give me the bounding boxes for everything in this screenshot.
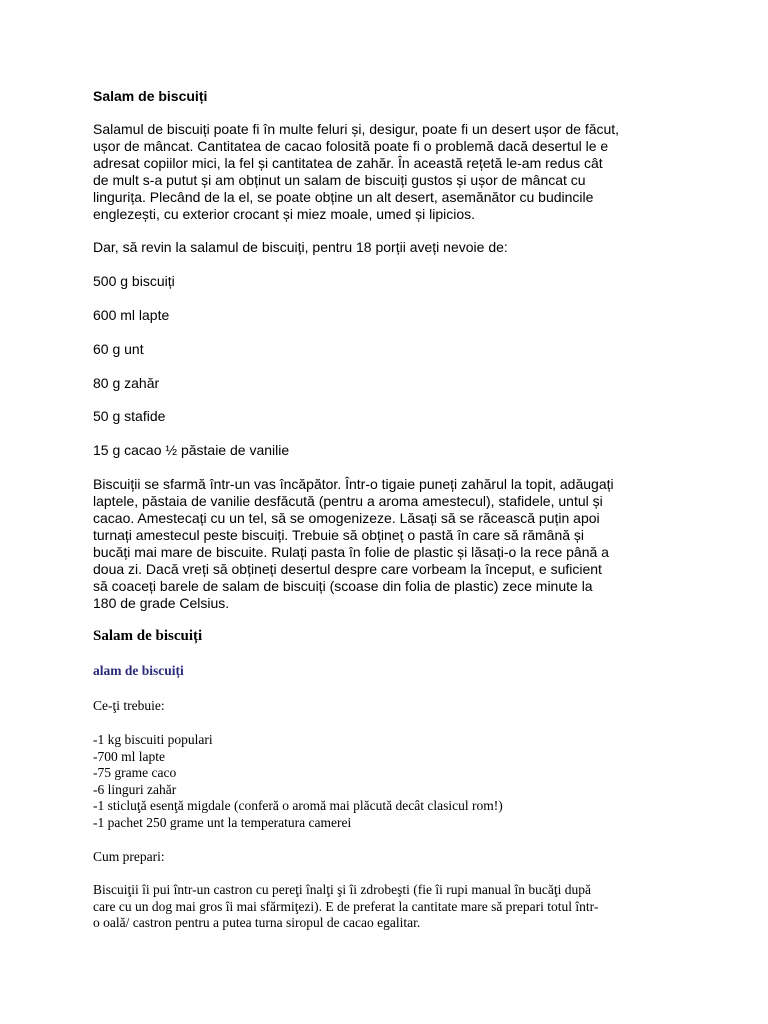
method-line: turnați amestecul peste biscuiți. Trebuie să obțineț o pastă în care să rămână și (93, 527, 585, 543)
ingredient-item: 600 ml lapte (93, 307, 170, 323)
method-line: bucăți mai mare de biscuite. Rulați pasta în folie de plastic și lăsați-o la rece până a (93, 544, 609, 560)
ingredient-item: 500 g biscuiți (93, 273, 175, 289)
ingredient-item: -1 pachet 250 grame unt la temperatura camerei (93, 814, 352, 830)
ingredient-item: 50 g stafide (93, 408, 166, 424)
recipe-title: Salam de biscuiți (93, 88, 208, 104)
second-recipe-subtitle: alam de biscuiți (93, 663, 184, 678)
intro-line: Salamul de biscuiți poate fi în multe feluri și, desigur, poate fi un desert ușor de făcut, (93, 121, 620, 137)
prep-label: Cum prepari: (93, 849, 165, 864)
ingredient-item: -1 kg biscuiti populari (93, 732, 213, 747)
ingredient-item: 60 g unt (93, 341, 144, 357)
method-line: o oală/ castron pentru a putea turna siropul de cacao egalitar. (93, 915, 421, 930)
method-line: laptele, păstaia de vanilie desfăcută (pentru a aroma amestecul), stafidele, untul și (93, 493, 603, 509)
intro-line: ușor de mâncat. Cantitatea de cacao folosită poate fi o problemă dacă desertul le e (93, 138, 609, 154)
ingredient-item: -700 ml lapte (93, 748, 165, 764)
second-recipe-title: Salam de biscuiți (93, 628, 203, 644)
ingredient-item: -6 linguri zahăr (93, 781, 177, 797)
intro-line: englezești, cu exterior crocant și miez moale, umed și lipicios. (93, 206, 476, 222)
method-line: 180 de grade Celsius. (93, 595, 230, 611)
method-line: cacao. Amestecați cu un tel, să se omogenizeze. Lăsați să se răcească puțin apoi (93, 510, 600, 526)
ingredient-item: 80 g zahăr (93, 375, 160, 391)
portions-line: Dar, să revin la salamul de biscuiți, pentru 18 porții aveți nevoie de: (93, 239, 508, 255)
needs-label: Ce-ţi trebuie: (93, 698, 165, 713)
ingredient-item: -1 sticluţă esenţă migdale (conferă o aromă mai plăcută decât clasicul rom!) (93, 798, 503, 813)
method-line: doua zi. Dacă vreți să obțineți desertul despre care vorbeam la început, e suficient (93, 561, 602, 577)
intro-line: adresat copiilor mici, la fel și cantitatea de zahăr. În această rețetă le-am redus cât (93, 155, 603, 171)
ingredient-item: -75 grame caco (93, 765, 177, 780)
method-line: Biscuiții se sfarmă într-un vas încăpător. Într-o tigaie puneți zahărul la topit, adăugați (93, 476, 614, 492)
second-method-paragraph (93, 882, 598, 932)
intro-line: lingurița. Plecând de la el, se poate obține un alt desert, asemănător cu budincile (93, 189, 594, 205)
ingredients-list (93, 732, 503, 831)
method-line: Biscuiţii îi pui într-un castron cu pereţi înalţi şi îi zdrobeşti (fie îi rupi manual în bucăţi după (93, 882, 591, 897)
method-line: care cu un dog mai gros îi mai sfărmiţezi). E de preferat la cantitate mare să prepari totul într- (93, 898, 599, 914)
method-line: să coaceți barele de salam de biscuiți (scoase din folia de plastic) zece minute la (93, 578, 593, 594)
intro-line: de mult s-a putut și am obținut un salam de biscuiți gustos și ușor de mâncat cu (93, 172, 586, 188)
method-paragraph (93, 476, 614, 612)
intro-paragraph (93, 121, 619, 223)
ingredient-item: 15 g cacao ½ păstaie de vanilie (93, 442, 290, 458)
